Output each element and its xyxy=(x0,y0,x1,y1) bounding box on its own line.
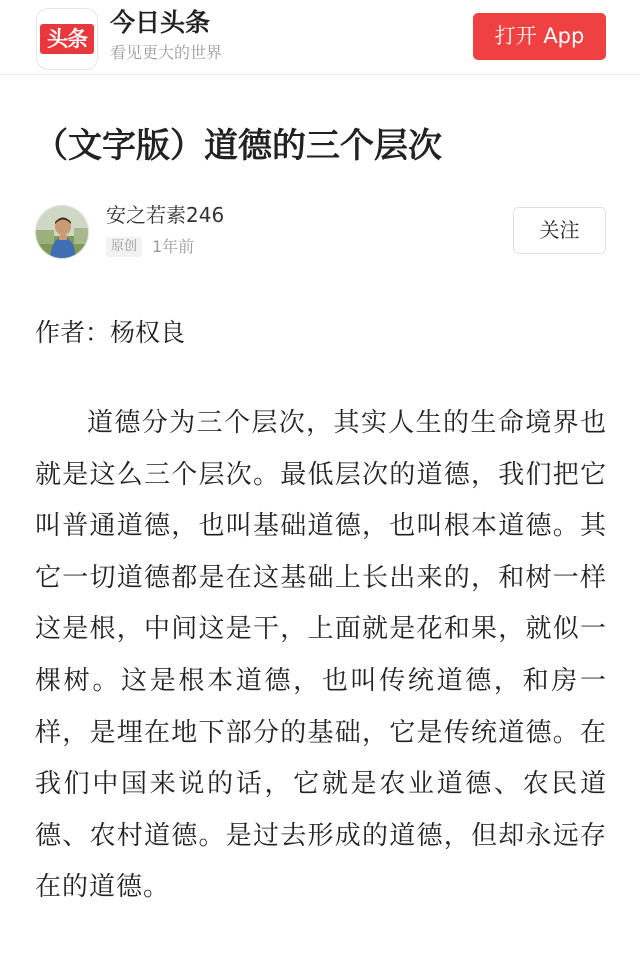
app-logo-text: 头条 xyxy=(40,24,94,54)
app-name: 今日头条 xyxy=(110,8,211,37)
top-app-bar xyxy=(0,0,640,75)
article-byline: 作者：杨权良 xyxy=(35,318,186,347)
follow-button[interactable]: 关注 xyxy=(513,207,606,254)
original-badge: 原创 xyxy=(106,237,142,257)
app-slogan: 看见更大的世界 xyxy=(110,43,223,62)
post-time: 1年前 xyxy=(152,237,195,256)
article-title: （文字版）道德的三个层次 xyxy=(34,126,442,166)
avatar-image xyxy=(36,206,89,259)
author-name[interactable]: 安之若素246 xyxy=(106,203,225,227)
app-logo[interactable] xyxy=(36,8,98,70)
author-avatar[interactable] xyxy=(35,205,89,259)
open-app-button[interactable]: 打开 App xyxy=(473,13,606,60)
article-paragraph: 道德分为三个层次，其实人生的生命境界也就是这么三个层次。最低层次的道德，我们把它叫普通道德，也叫基础道德，也叫根本道德。其它一切道德都是在这基础上长出来的，和树一样这是根，中间这是干，上面就是花和果，就似一棵树。这是根本道德，也叫传统道德，和房一样，是埋在地下部分的基础，它是传统道德。在我们中国来说的话，它就是农业道德、农民道德、农村道德。是过去形成的道德，但却永远存在的道德。 xyxy=(35,408,607,903)
